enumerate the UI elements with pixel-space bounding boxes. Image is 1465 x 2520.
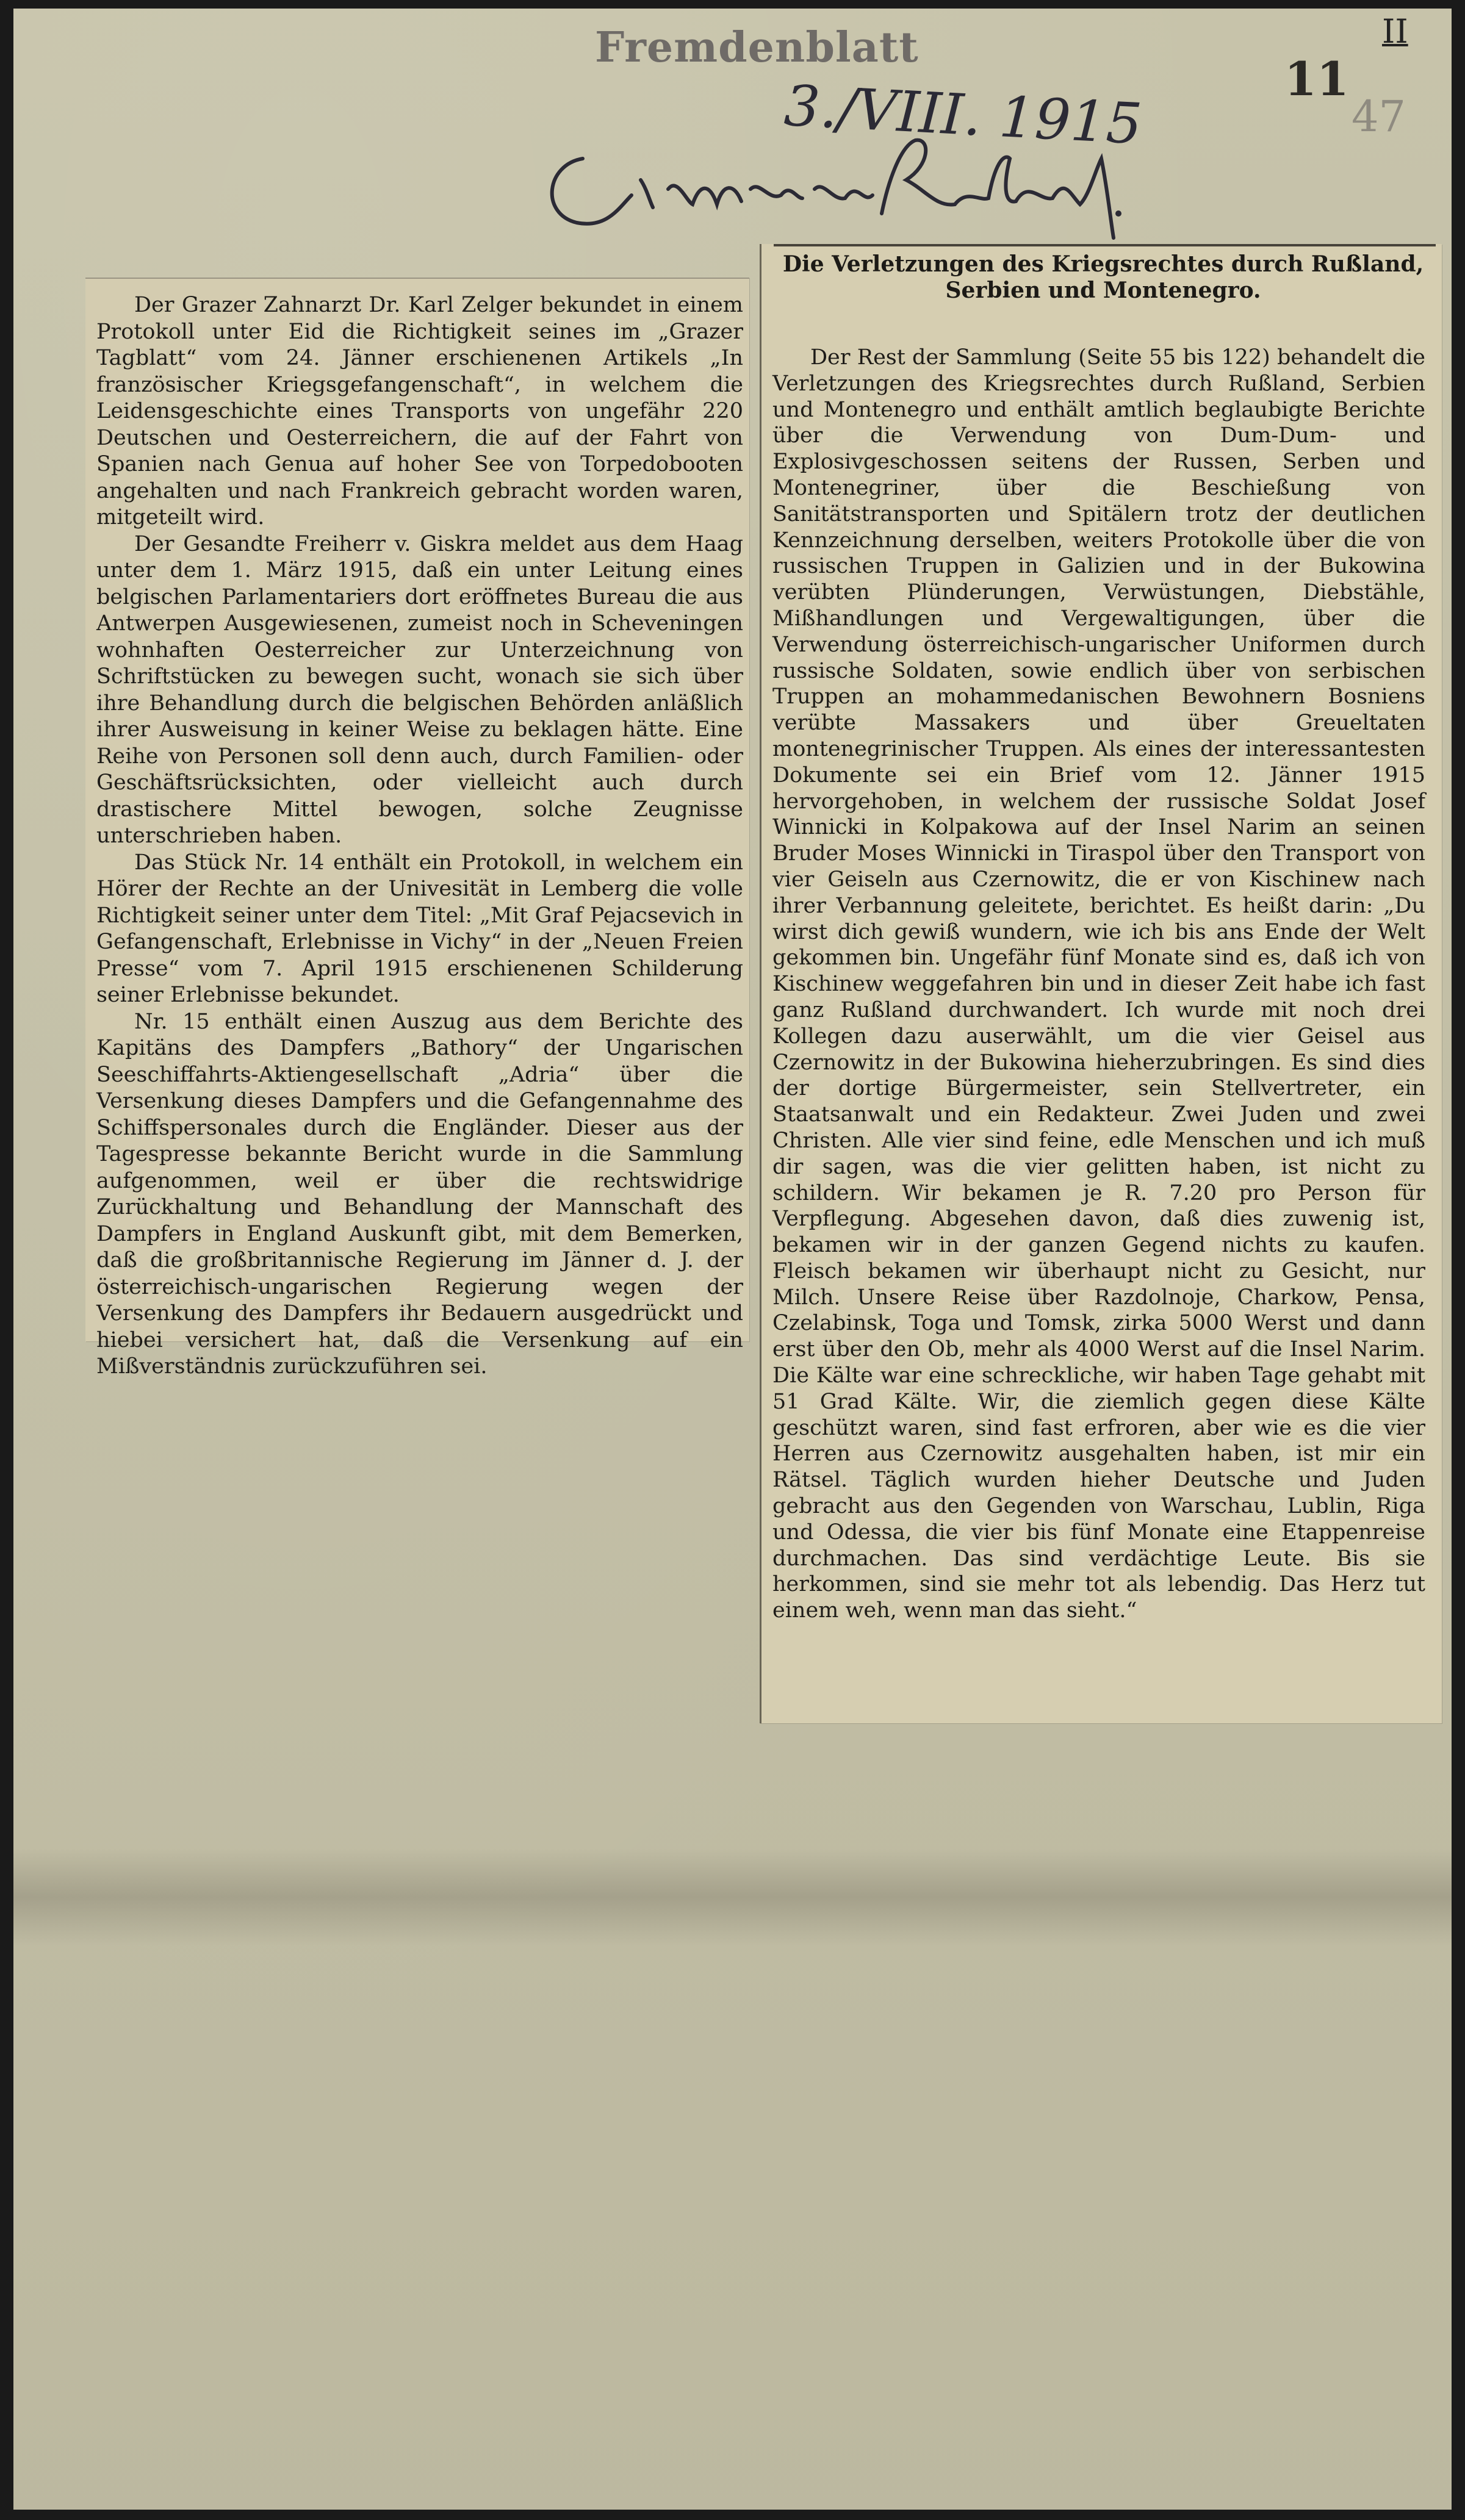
- column-rule: [774, 244, 1436, 246]
- left-column-clipping: [85, 278, 749, 1379]
- roman-numeral: II: [1382, 12, 1408, 51]
- left-paragraph: Nr. 15 enthält einen Auszug aus dem Berichte des Kapitäns des Dampfers „Bathory“ der Ungarischen Seeschiffahrts-Aktiengesellschaft „Adria“ über die Versenkung dieses Dampfers und die Gefangennahme des Schiffspersonales durch die Engländer. Dieser aus der Tagespresse bekannte Bericht wurde in die Sammlung aufgenommen, weil er über die rechtswidrige Zurückhaltung und Behandlung der Mannschaft des Dampfers in England Auskunft gibt, mit dem Bemerken, daß die großbritannische Regierung im Jänner d. J. der österreichisch-ungarischen Regierung wegen der Versenkung des Dampfers ihr Bedauern ausgedrückt und hiebei versichert hat, daß die Versenkung auf ein Mißverständnis zurückzuführen sei.: [96, 1009, 743, 1379]
- page-number: 11: [1284, 52, 1349, 106]
- left-paragraph: Das Stück Nr. 14 enthält ein Protokoll, in welchem ein Hörer der Rechte an der Univesität in Lemberg die volle Richtigkeit seiner unter dem Titel: „Mit Graf Pejacsevich in Gefangenschaft, Erlebnisse in Vichy“ in der „Neuen Freien Presse“ vom 7. April 1915 erschienenen Schilderung seiner Erlebnisse bekundet.: [96, 850, 743, 1007]
- old-page-number: 47: [1352, 92, 1406, 142]
- handwritten-date: 3./VIII. 1915: [782, 73, 1144, 157]
- left-column-text: [96, 292, 743, 1380]
- left-paragraph: Der Gesandte Freiherr v. Giskra meldet aus dem Haag unter dem 1. März 1915, daß ein unter Leitung eines belgischen Parlamentariers dort eröffnetes Bureau die aus Antwerpen Ausgewiesenen, zumeist noch in Scheveningen wohnhaften Oesterreicher zur Unterzeichnung von Schriftstücken zu bewegen sucht, wonach sie sich über ihre Behandlung durch die belgischen Behörden anläßlich ihrer Ausweisung in keiner Weise zu beklagen hätte. Eine Reihe von Personen soll denn auch, durch Familien- oder Geschäftsrücksichten, oder vielleicht auch durch drastischere Mittel bewogen, solche Zeugnisse unterschrieben haben.: [96, 531, 743, 848]
- right-column-clipping: [760, 244, 1442, 1723]
- newspaper-stamp: Fremdenblatt: [595, 23, 919, 72]
- right-paragraph: Der Rest der Sammlung (Seite 55 bis 122) behandelt die Verletzungen des Kriegsrechtes durch Rußland, Serbien und Montenegro und enthält amtlich beglaubigte Berichte über die Verwendung von Dum-Dum- und Explosivgeschossen seitens der Russen, Serben und Montenegriner, über die Beschießung von Sanitätstransporten und Spitälern trotz der deutlichen Kennzeichnung derselben, weiters Protokolle über die von russischen Truppen in Galizien und in der Bukowina verübten Plünderungen, Verwüstungen, Diebstähle, Mißhandlungen und Vergewaltigungen, über die Verwendung österreichisch-ungarischer Uniformen durch russische Soldaten, sowie endlich über von serbischen Truppen an mohammedanischen Bewohnern Bosniens verübte Massakers und über Greueltaten montenegrinischer Truppen. Als eines der interessantesten Dokumente sei ein Brief vom 12. Jänner 1915 hervorgehoben, in welchem der russische Soldat Josef Winnicki in Kolpakowa auf der Insel Narim an seinen Bruder Moses Winnicki in Tiraspol über den Transport von vier Geiseln aus Czernowitz, die er von Kischinew nach ihrer Verbannung geleitete, berichtet. Es heißt darin: „Du wirst dich gewiß wundern, wie ich bis ans Ende der Welt gekommen bin. Ungefähr fünf Monate sind es, daß ich von Kischinew weggefahren bin und in dieser Zeit habe ich fast ganz Rußland durchwandert. Ich wurde mit noch drei Kollegen dazu auserwählt, um die vier Geisel aus Czernowitz in der Bukowina hieherzubringen. Es sind dies der dortige Bürgermeister, sein Stellvertreter, ein Staatsanwalt und ein Redakteur. Zwei Juden und zwei Christen. Alle vier sind feine, edle Menschen und ich muß dir sagen, was die vier gelitten haben, ist nicht zu schildern. Wir bekamen je R. 7.20 pro Person für Verpflegung. Abgesehen davon, daß dies zuwenig ist, bekamen wir in der ganzen Gegend nichts zu kaufen. Fleisch bekamen wir überhaupt nicht zu Gesicht, nur Milch. Unsere Reise über Razdolnoje, Charkow, Pensa, Czelabinsk, Toga und Tomsk, zirka 5000 Werst und dann erst über den Ob, mehr als 4000 Werst auf die Insel Narim. Die Kälte war eine schreckliche, wir haben Tage gehabt mit 51 Grad Kälte. Wir, die ziemlich gegen diese Kälte geschützt waren, sind fast erfroren, aber wie es die vier Herren aus Czernowitz ausgehalten haben, ist mir ein Rätsel. Täglich wurden hieher Deutsche und Juden gebracht aus den Gegenden von Warschau, Lublin, Riga und Odessa, die vier bis fünf Monate eine Etappenreise durchmachen. Das sind verdächtige Leute. Bis sie herkommen, sind sie mehr tot als lebendig. Das Herz tut einem weh, wenn man das sieht.“: [772, 345, 1425, 1623]
- fold-shadow: [13, 1848, 1452, 1946]
- left-paragraph: Der Grazer Zahnarzt Dr. Karl Zelger bekundet in einem Protokoll unter Eid die Richtigkeit seines im „Grazer Tagblatt“ vom 24. Jänner erschienenen Artikels „In französischer Kriegsgefangenschaft“, in welchem die Leidensgeschichte eines Transports von ungefähr 220 Deutschen und Oesterreichern, die auf der Fahrt von Spanien nach Genua auf hoher See von Torpedobooten angehalten und nach Frankreich gebracht worden waren, mitgeteilt wird.: [96, 293, 743, 529]
- handwritten-title-signature: [540, 122, 1126, 250]
- right-column-text: [772, 345, 1425, 1624]
- article-headline: Die Verletzungen des Kriegsrechtes durch Rußland, Serbien und Montenegro.: [782, 251, 1424, 303]
